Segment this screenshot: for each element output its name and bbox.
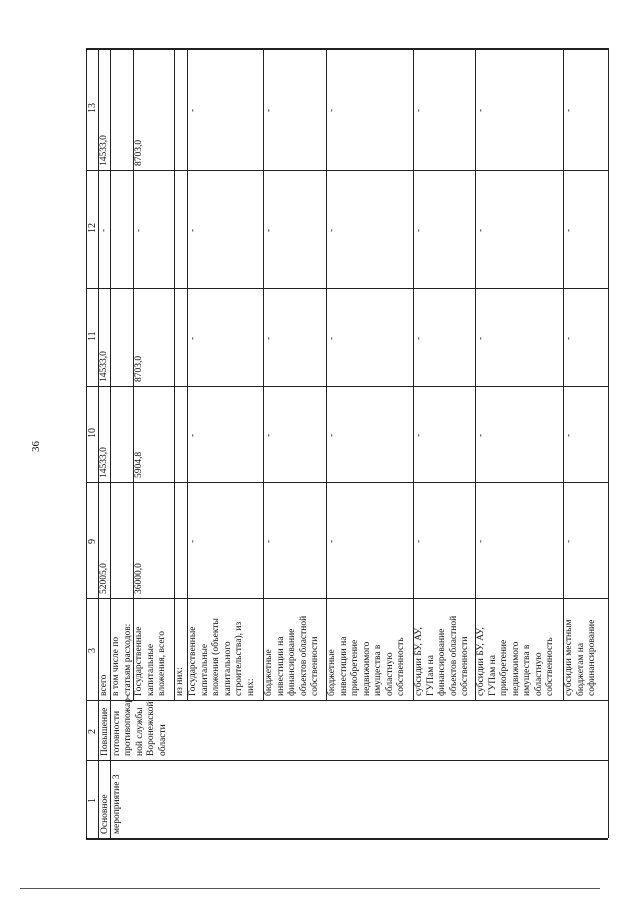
row-separator <box>98 48 99 838</box>
value-cell: - <box>476 228 486 232</box>
value-cell: - <box>476 336 486 340</box>
column-header-13: 13 <box>87 103 98 113</box>
expense-category-label: капитального <box>222 641 233 696</box>
row-separator <box>86 48 87 838</box>
value-cell: - <box>476 539 486 543</box>
value-cell: - <box>564 539 574 543</box>
value-cell: - <box>264 336 274 340</box>
expense-category-label: в том числе по <box>111 636 121 696</box>
value-cell: - <box>476 108 486 112</box>
expense-category-label: бюджетные <box>264 649 274 696</box>
expense-category-label: Государственные <box>188 626 198 696</box>
expense-category-label: собственности <box>460 636 470 696</box>
expense-category-label: инвестиции на <box>338 636 349 696</box>
value-cell: - <box>414 228 424 232</box>
value-cell: 36000,0 <box>134 563 144 594</box>
expense-category-label: приобретение <box>499 639 509 696</box>
value-cell: 5904,8 <box>134 451 144 478</box>
value-cell: - <box>414 336 424 340</box>
expense-category-label: недвижимого <box>361 641 372 696</box>
column-header-2: 2 <box>87 729 98 734</box>
expense-category-label: ГУПам на <box>425 655 436 696</box>
column-separator <box>86 170 608 171</box>
expense-category-label: инвестиции на <box>275 636 286 696</box>
column-separator <box>86 48 608 50</box>
value-cell: 14533,0 <box>99 447 109 478</box>
value-cell: - <box>564 228 574 232</box>
expense-category-label: из них: <box>175 667 185 696</box>
expense-category-label: бюджетные <box>327 649 337 696</box>
activity-name: мероприятие 3 <box>111 774 122 834</box>
expense-category-label: статьям расходов: <box>122 623 133 696</box>
value-cell: - <box>414 433 424 437</box>
value-cell: - <box>188 336 198 340</box>
row-separator <box>263 48 264 700</box>
expense-category-label: Государственные <box>134 626 144 696</box>
row-separator <box>475 48 476 700</box>
value-cell: 14533,0 <box>99 135 109 166</box>
expense-category-label: приобретение <box>350 639 360 696</box>
value-cell: 52005,0 <box>99 563 109 594</box>
value-cell: - <box>414 108 424 112</box>
column-header-11: 11 <box>87 331 98 341</box>
expense-category-label: ГУПам на <box>487 655 498 696</box>
row-separator <box>413 48 414 700</box>
row-separator <box>174 48 175 700</box>
column-separator <box>86 288 608 289</box>
scan-bottom-edge <box>20 888 600 889</box>
value-cell: - <box>327 108 337 112</box>
column-separator <box>86 838 608 840</box>
column-separator <box>86 760 608 761</box>
activity-description: ной службы <box>134 707 145 756</box>
expense-category-label: капитальные <box>145 643 156 696</box>
value-cell: - <box>188 539 198 543</box>
activity-description: готовности <box>111 710 122 756</box>
column-header-12: 12 <box>87 223 98 233</box>
expense-category-label: собственности <box>310 636 320 696</box>
row-separator <box>563 48 564 700</box>
row-separator <box>608 48 609 838</box>
expense-category-label: областную <box>384 652 395 696</box>
value-cell: - <box>264 108 274 112</box>
expense-category-label: всего <box>99 674 109 696</box>
activity-description: области <box>157 724 168 756</box>
expense-category-label: субсидии БУ, АУ, <box>414 627 424 696</box>
column-separator <box>86 386 608 387</box>
page-number: 36 <box>30 441 42 452</box>
value-cell: - <box>327 228 337 232</box>
value-cell: - <box>264 539 274 543</box>
column-header-1: 1 <box>87 798 98 803</box>
expense-category-label: объектов областной <box>298 615 309 696</box>
column-header-9: 9 <box>87 539 98 544</box>
expense-category-label: вложения, всего <box>157 631 167 696</box>
expense-category-label: субсидии местным <box>564 619 574 696</box>
value-cell: - <box>188 228 198 232</box>
column-separator <box>86 598 608 599</box>
expense-category-label: вложения (объекты <box>211 618 221 696</box>
value-cell: - <box>564 108 574 112</box>
value-cell: - <box>264 433 274 437</box>
expense-category-label: собственность <box>545 637 555 696</box>
column-separator <box>86 482 608 483</box>
expense-category-label: субсидии БУ, АУ, <box>476 627 486 696</box>
row-separator <box>187 48 188 700</box>
value-cell: 8703,0 <box>134 355 144 382</box>
column-separator <box>86 700 608 701</box>
row-separator <box>326 48 327 700</box>
expense-category-label: собственность <box>396 637 406 696</box>
expense-category-label: финансирование <box>287 628 297 696</box>
value-cell: - <box>564 336 574 340</box>
expense-category-label: них: <box>245 678 256 696</box>
value-cell: 8703,0 <box>134 139 144 166</box>
expense-category-label: финансирование <box>437 628 447 696</box>
value-cell: - <box>476 433 486 437</box>
expense-category-label: бюджетам на <box>575 642 586 696</box>
value-cell: - <box>188 108 198 112</box>
activity-description: Воронежской <box>146 701 156 756</box>
value-cell: - <box>414 539 424 543</box>
activity-description: Повышение <box>100 707 110 756</box>
expense-category-label: объектов областной <box>448 615 459 696</box>
expense-category-label: областную <box>533 652 544 696</box>
expense-category-label: строительства), из <box>234 621 244 696</box>
value-cell: - <box>564 433 574 437</box>
value-cell: - <box>134 228 144 232</box>
activity-name: Основное <box>100 794 110 834</box>
expense-category-label: имущества в <box>522 644 532 696</box>
value-cell: - <box>327 336 337 340</box>
expense-category-label: недвижимого <box>510 641 521 696</box>
value-cell: - <box>264 228 274 232</box>
expense-category-label: капитальные <box>199 643 210 696</box>
column-header-3: 3 <box>87 648 98 653</box>
value-cell: - <box>188 433 198 437</box>
value-cell: - <box>327 539 337 543</box>
expense-category-label: имущества в <box>373 644 383 696</box>
value-cell: 14533,0 <box>99 351 109 382</box>
activity-description: противопожар- <box>123 694 133 756</box>
column-header-10: 10 <box>87 428 98 438</box>
expense-category-label: софинансирование <box>587 619 597 696</box>
value-cell: - <box>327 433 337 437</box>
value-cell: - <box>99 228 109 232</box>
